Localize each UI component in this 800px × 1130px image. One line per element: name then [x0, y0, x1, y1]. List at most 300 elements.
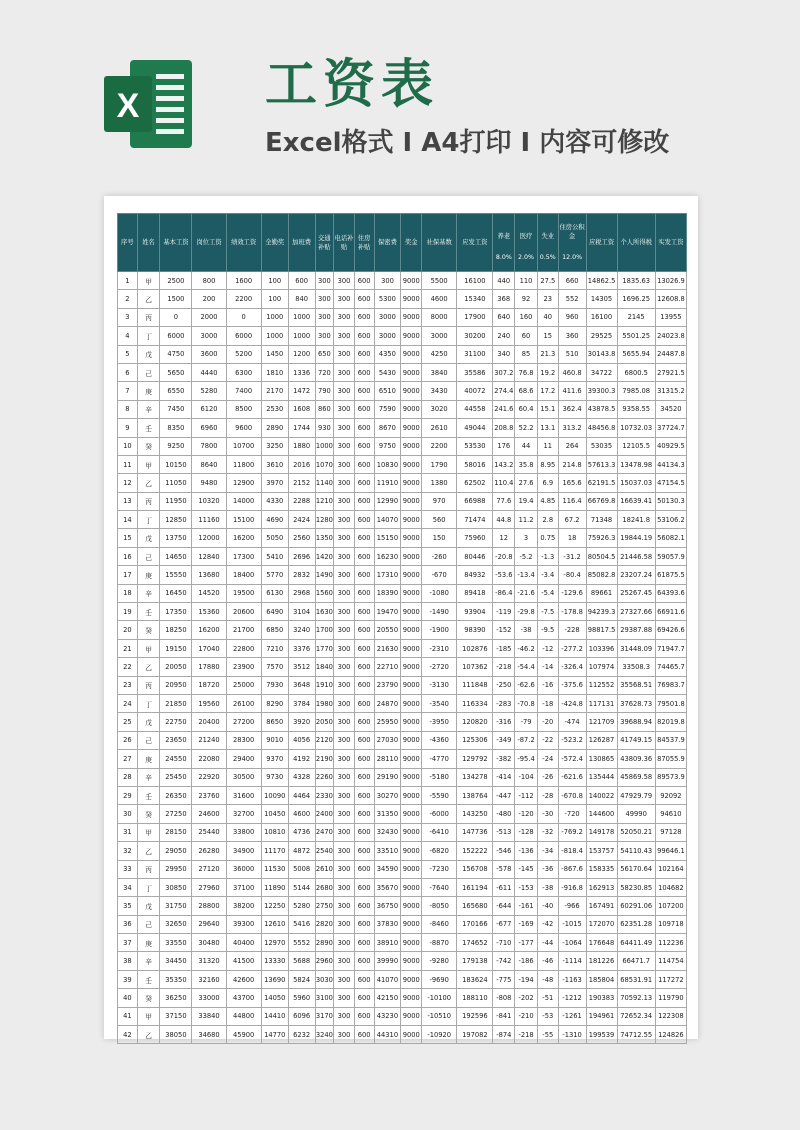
- table-cell: 9000: [401, 915, 422, 933]
- table-cell: -769.2: [558, 823, 586, 841]
- table-cell: 32650: [160, 915, 192, 933]
- table-cell: 2.8: [537, 511, 558, 529]
- table-row: [118, 768, 687, 786]
- table-cell: 14520: [192, 584, 226, 602]
- table-cell: 5300: [374, 290, 401, 308]
- table-cell: -474: [558, 713, 586, 731]
- table-cell: -916.8: [558, 878, 586, 896]
- table-cell: 52.2: [515, 419, 538, 437]
- table-cell: -169: [515, 915, 538, 933]
- table-row: [118, 272, 687, 290]
- table-cell: 300: [334, 952, 355, 970]
- table-cell: 9000: [401, 860, 422, 878]
- table-cell: 71474: [457, 511, 493, 529]
- table-cell: 125306: [457, 731, 493, 749]
- table-cell: 17310: [374, 566, 401, 584]
- table-cell: 5144: [288, 878, 315, 896]
- table-cell: 600: [354, 529, 374, 547]
- table-cell: -40: [537, 897, 558, 915]
- table-cell: 6550: [160, 382, 192, 400]
- table-cell: 34450: [160, 952, 192, 970]
- table-cell: 庚: [137, 934, 160, 952]
- table-cell: 10810: [261, 823, 288, 841]
- table-cell: 84932: [457, 566, 493, 584]
- table-cell: 75960: [457, 529, 493, 547]
- table-cell: 93904: [457, 603, 493, 621]
- table-cell: 37830: [374, 915, 401, 933]
- table-cell: 76.8: [515, 363, 538, 381]
- table-cell: 9000: [401, 676, 422, 694]
- table-row: [118, 327, 687, 345]
- table-cell: 44310: [374, 1026, 401, 1044]
- table-cell: -5.2: [515, 547, 538, 565]
- table-cell: 1840: [315, 658, 334, 676]
- table-cell: 135444: [586, 768, 617, 786]
- col-header: 加班费: [288, 214, 315, 272]
- table-cell: 17: [118, 566, 138, 584]
- table-cell: 6000: [226, 327, 261, 345]
- table-cell: 17350: [160, 603, 192, 621]
- table-cell: 102876: [457, 639, 493, 657]
- table-cell: 6800.5: [617, 363, 655, 381]
- table-cell: -5180: [422, 768, 457, 786]
- table-cell: 4: [118, 327, 138, 345]
- table-cell: 112236: [655, 934, 686, 952]
- table-cell: 214.8: [558, 455, 586, 473]
- col-header: 保密费: [374, 214, 401, 272]
- table-cell: 4600: [288, 805, 315, 823]
- table-cell: 58016: [457, 455, 493, 473]
- table-cell: 76983.7: [655, 676, 686, 694]
- table-cell: -775: [493, 970, 515, 988]
- table-cell: 24023.8: [655, 327, 686, 345]
- table-cell: -24: [537, 750, 558, 768]
- table-cell: 5650: [160, 363, 192, 381]
- table-cell: 600: [354, 290, 374, 308]
- table-cell: 85: [515, 345, 538, 363]
- table-cell: 50130.3: [655, 492, 686, 510]
- table-cell: -2310: [422, 639, 457, 657]
- table-cell: 13955: [655, 308, 686, 326]
- table-row: [118, 584, 687, 602]
- table-cell: 6120: [192, 400, 226, 418]
- table-row: [118, 915, 687, 933]
- table-cell: 19470: [374, 603, 401, 621]
- table-cell: -1163: [558, 970, 586, 988]
- table-cell: 300: [334, 382, 355, 400]
- table-cell: 126287: [586, 731, 617, 749]
- table-cell: 1420: [315, 547, 334, 565]
- table-cell: 5280: [288, 897, 315, 915]
- table-cell: 5688: [288, 952, 315, 970]
- table-cell: 600: [354, 621, 374, 639]
- table-cell: 12250: [261, 897, 288, 915]
- table-row: [118, 639, 687, 657]
- table-cell: 14070: [374, 511, 401, 529]
- table-cell: 94610: [655, 805, 686, 823]
- table-cell: 66988: [457, 492, 493, 510]
- table-cell: 300: [334, 694, 355, 712]
- table-cell: -6410: [422, 823, 457, 841]
- table-cell: 18: [558, 529, 586, 547]
- table-cell: -1064: [558, 934, 586, 952]
- table-cell: -145: [515, 860, 538, 878]
- table-cell: 辛: [137, 400, 160, 418]
- table-cell: 7400: [226, 382, 261, 400]
- table-cell: 27327.66: [617, 603, 655, 621]
- table-cell: 3000: [374, 327, 401, 345]
- table-cell: 9000: [401, 272, 422, 290]
- table-cell: 300: [334, 308, 355, 326]
- table-cell: 11950: [160, 492, 192, 510]
- table-cell: 600: [354, 639, 374, 657]
- table-row: [118, 970, 687, 988]
- table-cell: 33840: [192, 1007, 226, 1025]
- table-cell: 460.8: [558, 363, 586, 381]
- table-cell: -10510: [422, 1007, 457, 1025]
- table-cell: 37724.7: [655, 419, 686, 437]
- table-cell: 9000: [401, 290, 422, 308]
- table-cell: 2820: [315, 915, 334, 933]
- table-cell: 7570: [261, 658, 288, 676]
- table-cell: 143.2: [493, 455, 515, 473]
- table-cell: 4250: [422, 345, 457, 363]
- table-cell: 600: [354, 603, 374, 621]
- table-cell: 23: [118, 676, 138, 694]
- table-cell: 14000: [226, 492, 261, 510]
- table-cell: 9730: [261, 768, 288, 786]
- table-cell: 53035: [586, 437, 617, 455]
- table-cell: 甲: [137, 639, 160, 657]
- table-cell: -1261: [558, 1007, 586, 1025]
- table-cell: 197082: [457, 1026, 493, 1044]
- table-cell: 乙: [137, 1026, 160, 1044]
- table-cell: 80446: [457, 547, 493, 565]
- table-cell: -42: [537, 915, 558, 933]
- table-cell: 丁: [137, 694, 160, 712]
- table-row: [118, 621, 687, 639]
- table-cell: 44: [515, 437, 538, 455]
- table-cell: 21630: [374, 639, 401, 657]
- table-cell: 67.2: [558, 511, 586, 529]
- table-cell: 300: [334, 676, 355, 694]
- table-cell: -30: [537, 805, 558, 823]
- table-cell: 98390: [457, 621, 493, 639]
- table-cell: 600: [354, 989, 374, 1007]
- table-cell: 660: [558, 272, 586, 290]
- table-cell: 300: [334, 658, 355, 676]
- table-cell: 600: [354, 511, 374, 529]
- table-cell: 19: [118, 603, 138, 621]
- table-cell: -186: [515, 952, 538, 970]
- col-header: 个人所得税: [617, 214, 655, 272]
- table-cell: 12608.8: [655, 290, 686, 308]
- table-cell: 11800: [226, 455, 261, 473]
- table-cell: 30270: [374, 786, 401, 804]
- table-cell: 29387.88: [617, 621, 655, 639]
- table-cell: 1744: [288, 419, 315, 437]
- table-cell: -29.8: [515, 603, 538, 621]
- salary-table: [117, 213, 687, 1044]
- table-cell: 600: [354, 676, 374, 694]
- table-cell: -677: [493, 915, 515, 933]
- table-cell: 107362: [457, 658, 493, 676]
- table-cell: 9370: [261, 750, 288, 768]
- table-cell: 25267.45: [617, 584, 655, 602]
- table-cell: 45869.58: [617, 768, 655, 786]
- table-cell: 71947.7: [655, 639, 686, 657]
- table-cell: 600: [354, 970, 374, 988]
- table-cell: 2016: [288, 455, 315, 473]
- table-cell: 31600: [226, 786, 261, 804]
- table-cell: 35.8: [515, 455, 538, 473]
- table-cell: -18: [537, 694, 558, 712]
- table-cell: 7210: [261, 639, 288, 657]
- table-cell: 85082.8: [586, 566, 617, 584]
- table-cell: 36: [118, 915, 138, 933]
- table-cell: 44558: [457, 400, 493, 418]
- table-cell: 134278: [457, 768, 493, 786]
- table-cell: 12: [493, 529, 515, 547]
- table-cell: 4872: [288, 842, 315, 860]
- table-cell: 9250: [160, 437, 192, 455]
- page-subtitle: Excel格式 I A4打印 I 内容可修改: [265, 128, 670, 158]
- table-cell: 9000: [401, 989, 422, 1007]
- table-cell: 98817.5: [586, 621, 617, 639]
- table-cell: 29: [118, 786, 138, 804]
- table-cell: 300: [334, 860, 355, 878]
- logo-letter: X: [116, 87, 140, 125]
- col-header: 岗位工资: [192, 214, 226, 272]
- table-cell: 9358.55: [617, 400, 655, 418]
- table-cell: 22800: [226, 639, 261, 657]
- table-cell: 5: [118, 345, 138, 363]
- table-cell: 13330: [261, 952, 288, 970]
- table-cell: 110: [515, 272, 538, 290]
- table-cell: 300: [334, 400, 355, 418]
- table-cell: 300: [334, 272, 355, 290]
- table-cell: 27250: [160, 805, 192, 823]
- table-cell: 960: [558, 308, 586, 326]
- table-cell: 3784: [288, 694, 315, 712]
- table-cell: 600: [354, 1026, 374, 1044]
- table-row: [118, 952, 687, 970]
- table-cell: 5200: [226, 345, 261, 363]
- col-header: 基本工资: [160, 214, 192, 272]
- table-cell: 27030: [374, 731, 401, 749]
- table-cell: 25440: [192, 823, 226, 841]
- table-cell: 64411.49: [617, 934, 655, 952]
- table-cell: 5501.25: [617, 327, 655, 345]
- table-cell: -808: [493, 989, 515, 1007]
- table-cell: 300: [334, 915, 355, 933]
- table-cell: 300: [334, 989, 355, 1007]
- table-cell: 40929.5: [655, 437, 686, 455]
- table-cell: 181226: [586, 952, 617, 970]
- table-cell: 丙: [137, 860, 160, 878]
- table-cell: 12840: [192, 547, 226, 565]
- table-row: [118, 823, 687, 841]
- table-cell: 3240: [315, 1026, 334, 1044]
- table-cell: 壬: [137, 419, 160, 437]
- table-cell: -194: [515, 970, 538, 988]
- table-cell: 66911.6: [655, 603, 686, 621]
- table-cell: 600: [354, 345, 374, 363]
- col-header: 住房补贴: [354, 214, 374, 272]
- table-cell: 11.2: [515, 511, 538, 529]
- table-cell: 9000: [401, 492, 422, 510]
- table-cell: 8640: [192, 455, 226, 473]
- table-cell: -86.4: [493, 584, 515, 602]
- table-cell: 33508.3: [617, 658, 655, 676]
- table-cell: 62502: [457, 474, 493, 492]
- table-cell: 37628.73: [617, 694, 655, 712]
- table-cell: 32700: [226, 805, 261, 823]
- table-cell: 丙: [137, 308, 160, 326]
- table-cell: 300: [334, 713, 355, 731]
- table-cell: 7800: [192, 437, 226, 455]
- col-header: 奖金: [401, 214, 422, 272]
- table-cell: 11160: [192, 511, 226, 529]
- table-cell: 乙: [137, 658, 160, 676]
- table-cell: -14: [537, 658, 558, 676]
- table-cell: 1790: [422, 455, 457, 473]
- table-cell: 600: [354, 437, 374, 455]
- table-cell: 14650: [160, 547, 192, 565]
- table-cell: 壬: [137, 603, 160, 621]
- table-cell: 241.6: [493, 400, 515, 418]
- table-cell: 癸: [137, 437, 160, 455]
- table-cell: 560: [422, 511, 457, 529]
- table-cell: 52050.21: [617, 823, 655, 841]
- table-row: [118, 989, 687, 1007]
- table-cell: -87.2: [515, 731, 538, 749]
- table-cell: 8650: [261, 713, 288, 731]
- table-cell: 23900: [226, 658, 261, 676]
- table-cell: 丙: [137, 492, 160, 510]
- table-cell: 300: [334, 437, 355, 455]
- table-cell: 37: [118, 934, 138, 952]
- table-cell: 176648: [586, 934, 617, 952]
- table-cell: 600: [288, 272, 315, 290]
- table-cell: 104682: [655, 878, 686, 896]
- table-cell: -874: [493, 1026, 515, 1044]
- table-cell: 57613.3: [586, 455, 617, 473]
- table-cell: 40: [537, 308, 558, 326]
- table-cell: 2120: [315, 731, 334, 749]
- table-row: [118, 419, 687, 437]
- table-cell: 38050: [160, 1026, 192, 1044]
- table-cell: 160: [515, 308, 538, 326]
- table-cell: 甲: [137, 455, 160, 473]
- table-cell: 29190: [374, 768, 401, 786]
- table-cell: 130865: [586, 750, 617, 768]
- table-cell: 丁: [137, 511, 160, 529]
- table-cell: 2: [118, 290, 138, 308]
- table-cell: -8870: [422, 934, 457, 952]
- table-cell: 59057.9: [655, 547, 686, 565]
- table-cell: -185: [493, 639, 515, 657]
- table-cell: -9280: [422, 952, 457, 970]
- table-cell: 138764: [457, 786, 493, 804]
- table-cell: 360: [558, 327, 586, 345]
- table-cell: 18720: [192, 676, 226, 694]
- table-cell: 153757: [586, 842, 617, 860]
- table-cell: 15: [537, 327, 558, 345]
- table-cell: 30500: [226, 768, 261, 786]
- table-cell: 13690: [261, 970, 288, 988]
- table-cell: 3610: [261, 455, 288, 473]
- table-cell: 600: [354, 878, 374, 896]
- table-cell: 39300: [226, 915, 261, 933]
- table-row: [118, 878, 687, 896]
- table-cell: 44.8: [493, 511, 515, 529]
- table-cell: 2890: [261, 419, 288, 437]
- table-cell: 5824: [288, 970, 315, 988]
- table-cell: 300: [334, 492, 355, 510]
- table-cell: 300: [374, 272, 401, 290]
- table-cell: 600: [354, 419, 374, 437]
- table-cell: 362.4: [558, 400, 586, 418]
- table-cell: 53530: [457, 437, 493, 455]
- table-cell: 24: [118, 694, 138, 712]
- table-cell: 35568.51: [617, 676, 655, 694]
- table-cell: 6490: [261, 603, 288, 621]
- table-cell: 2152: [288, 474, 315, 492]
- table-cell: 600: [354, 750, 374, 768]
- table-cell: 13680: [192, 566, 226, 584]
- table-cell: 28300: [226, 731, 261, 749]
- table-cell: 1600: [226, 272, 261, 290]
- table-row: [118, 603, 687, 621]
- table-cell: 300: [334, 805, 355, 823]
- table-cell: -260: [422, 547, 457, 565]
- table-cell: 9000: [401, 694, 422, 712]
- table-cell: 36000: [226, 860, 261, 878]
- table-cell: -424.8: [558, 694, 586, 712]
- table-cell: 1000: [288, 327, 315, 345]
- table-cell: 552: [558, 290, 586, 308]
- table-cell: 3: [118, 308, 138, 326]
- table-cell: 6000: [160, 327, 192, 345]
- rate-cell: 0.5%: [537, 243, 558, 272]
- table-cell: 乙: [137, 290, 160, 308]
- table-cell: 172070: [586, 915, 617, 933]
- table-cell: 3030: [315, 970, 334, 988]
- table-cell: 89573.9: [655, 768, 686, 786]
- table-cell: 丙: [137, 676, 160, 694]
- table-cell: 300: [334, 731, 355, 749]
- table-cell: 300: [334, 768, 355, 786]
- table-cell: 39990: [374, 952, 401, 970]
- table-cell: 2400: [315, 805, 334, 823]
- table-cell: 3170: [315, 1007, 334, 1025]
- table-cell: 30850: [160, 878, 192, 896]
- table-cell: 22750: [160, 713, 192, 731]
- table-cell: 600: [354, 805, 374, 823]
- table-cell: 15.1: [537, 400, 558, 418]
- table-cell: 97128: [655, 823, 686, 841]
- table-cell: 1810: [261, 363, 288, 381]
- table-cell: 185804: [586, 970, 617, 988]
- table-cell: 650: [315, 345, 334, 363]
- table-cell: 600: [354, 658, 374, 676]
- table-cell: 9600: [226, 419, 261, 437]
- table-cell: 9000: [401, 823, 422, 841]
- table-cell: 1336: [288, 363, 315, 381]
- table-cell: -31.2: [558, 547, 586, 565]
- table-cell: -9690: [422, 970, 457, 988]
